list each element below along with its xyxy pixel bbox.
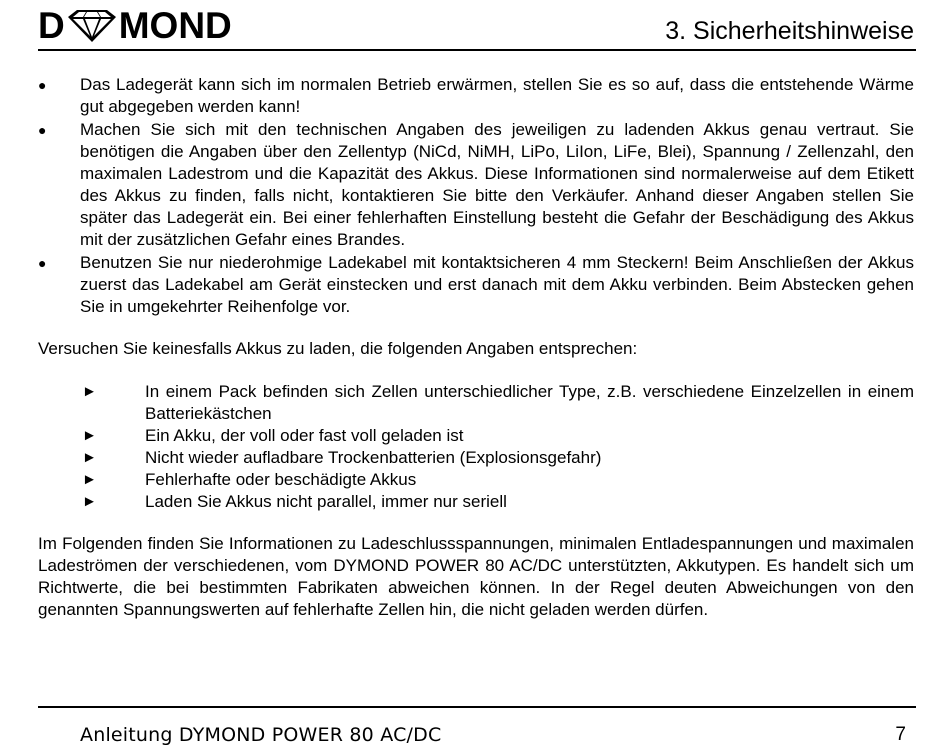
list-item: [38, 469, 914, 491]
arrow-marker: ►: [82, 471, 97, 488]
bullet-marker: ●: [38, 122, 47, 138]
footer-manual-title: Anleitung DYMOND POWER 80 AC/DC: [80, 724, 442, 746]
arrow-marker: ►: [82, 427, 97, 444]
list-item-text: Fehlerhafte oder beschädigte Akkus: [145, 470, 417, 489]
bullet-item: [38, 74, 914, 118]
section-title: 3. Sicherheitshinweise: [665, 17, 914, 45]
dymond-logo: [38, 6, 232, 46]
footer-divider: [38, 706, 916, 708]
bullet-marker: ●: [38, 255, 47, 271]
bullet-marker: ●: [38, 77, 47, 93]
arrow-marker: ►: [82, 383, 97, 400]
bullet-text: Benutzen Sie nur niederohmige Ladekabel mit kontaktsicheren 4 mm Steckern! Beim Anschließen der Akkus zuerst das Ladekabel am Gerät einstecken und erst danach mit dem Akku verbinden. Beim Abstecken gehen Sie in umgekehrter Reihenfolge vor.: [80, 253, 914, 316]
list-item-text: Laden Sie Akkus nicht parallel, immer nur seriell: [145, 492, 507, 511]
header-divider: [38, 49, 916, 51]
logo-letters-mond: MOND: [118, 5, 232, 46]
closing-paragraph: Im Folgenden finden Sie Informationen zu Ladeschlussspannungen, minimalen Entladespannungen und maximalen Ladeströmen der verschiedenen, vom DYMOND POWER 80 AC/DC unterstützten, Akkutypen. Es handelt sich um Richtwerte, die bei bestimmten Fabrikaten abweichen können. In der Regel deuten Abweichungen von den genannten Spannungswerten auf fehlerhafte Zellen hin, die nicht geladen werden dürfen.: [38, 534, 914, 619]
forbidden-list: [38, 381, 914, 513]
arrow-marker: ►: [82, 493, 97, 510]
list-item-text: In einem Pack befinden sich Zellen unterschiedlicher Type, z.B. verschiedene Einzelzellen in einem Batteriekästchen: [145, 382, 914, 423]
list-item-text: Nicht wieder aufladbare Trockenbatterien (Explosionsgefahr): [145, 448, 602, 467]
diamond-icon: [66, 8, 118, 44]
page-header: [38, 6, 916, 48]
list-item: [38, 425, 914, 447]
list-item: [38, 491, 914, 513]
safety-bullet-list: [38, 74, 914, 318]
arrow-marker: ►: [82, 449, 97, 466]
warning-intro: Versuchen Sie keinesfalls Akkus zu laden, die folgenden Angaben entsprechen:: [38, 339, 638, 358]
bullet-item: [38, 252, 914, 318]
page-content: [38, 74, 914, 621]
bullet-item: [38, 119, 914, 251]
bullet-text: Machen Sie sich mit den technischen Angaben des jeweiligen zu ladenden Akkus genau vertraut. Sie benötigen die Angaben über den Zellentyp (NiCd, NiMH, LiPo, LiIon, LiFe, Blei), Spannung / Zellenzahl, den maximalen Ladestrom und die Kapazität des Akkus. Diese Informationen sind normalerweise auf dem Etikett des Akkus zu finden, falls nicht, kontaktieren Sie bitte den Verkäufer. Anhand dieser Angaben stellen Sie später das Ladegerät ein. Bei einer fehlerhaften Einstellung besteht die Gefahr der Beschädigung des Akkus mit der zusätzlichen Gefahr eines Brandes.: [80, 120, 914, 249]
list-item-text: Ein Akku, der voll oder fast voll geladen ist: [145, 426, 464, 445]
list-item: [38, 381, 914, 425]
list-item: [38, 447, 914, 469]
bullet-text: Das Ladegerät kann sich im normalen Betrieb erwärmen, stellen Sie es so auf, dass die entstehende Wärme gut abgegeben werden kann!: [80, 75, 914, 116]
page-number: 7: [895, 724, 906, 745]
logo-letter-d: D: [38, 5, 65, 46]
